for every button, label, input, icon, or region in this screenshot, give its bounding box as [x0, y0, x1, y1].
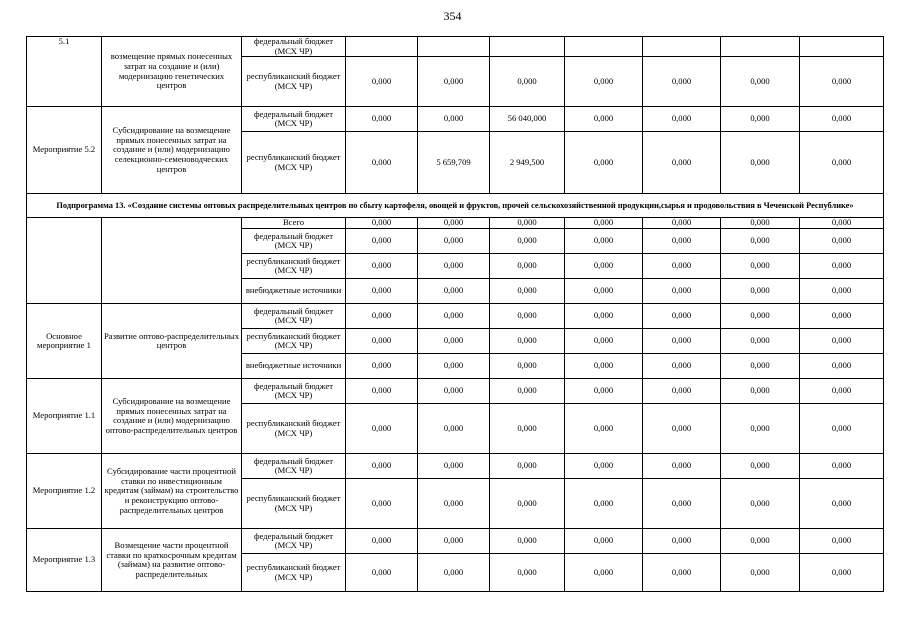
table-row — [27, 529, 884, 554]
amount-cell: 0,000 — [643, 229, 721, 254]
amount-cell: 0,000 — [418, 57, 490, 107]
amount-cell: 0,000 — [721, 218, 800, 229]
amount-cell: 0,000 — [346, 304, 418, 329]
amount-cell: 0,000 — [800, 218, 884, 229]
amount-cell: 0,000 — [418, 379, 490, 404]
amount-cell: 0,000 — [721, 554, 800, 592]
row-label: Мероприятие 5.2 — [27, 107, 102, 194]
funding-source: республиканский бюджет (МСХ ЧР) — [242, 132, 346, 194]
table-row — [27, 194, 884, 218]
amount-cell: 0,000 — [490, 218, 565, 229]
amount-cell: 0,000 — [346, 454, 418, 479]
amount-cell: 0,000 — [490, 529, 565, 554]
amount-cell: 0,000 — [800, 329, 884, 354]
amount-cell: 0,000 — [643, 329, 721, 354]
amount-cell: 0,000 — [346, 329, 418, 354]
table-row — [27, 379, 884, 404]
amount-cell: 0,000 — [418, 554, 490, 592]
amount-cell: 0,000 — [721, 529, 800, 554]
empty-cell — [346, 37, 418, 57]
amount-cell: 0,000 — [490, 254, 565, 279]
amount-cell: 0,000 — [418, 304, 490, 329]
amount-cell: 0,000 — [418, 107, 490, 132]
funding-source: республиканский бюджет (МСХ ЧР) — [242, 404, 346, 454]
amount-cell: 0,000 — [418, 279, 490, 304]
amount-cell: 0,000 — [643, 454, 721, 479]
empty-cell — [490, 37, 565, 57]
empty-cell — [418, 37, 490, 57]
amount-cell: 0,000 — [800, 379, 884, 404]
amount-cell: 0,000 — [721, 329, 800, 354]
amount-cell: 0,000 — [800, 107, 884, 132]
amount-cell: 0,000 — [490, 279, 565, 304]
amount-cell: 0,000 — [346, 554, 418, 592]
amount-cell: 0,000 — [490, 57, 565, 107]
amount-cell: 0,000 — [418, 529, 490, 554]
amount-cell: 0,000 — [643, 218, 721, 229]
amount-cell: 0,000 — [721, 354, 800, 379]
funding-source: федеральный бюджет (МСХ ЧР) — [242, 229, 346, 254]
amount-cell: 0,000 — [346, 279, 418, 304]
amount-cell: 2 949,500 — [490, 132, 565, 194]
amount-cell: 0,000 — [346, 132, 418, 194]
funding-source: федеральный бюджет (МСХ ЧР) — [242, 37, 346, 57]
amount-cell: 0,000 — [346, 218, 418, 229]
empty-cell — [102, 218, 242, 304]
amount-cell: 0,000 — [418, 218, 490, 229]
amount-cell: 0,000 — [643, 554, 721, 592]
budget-table — [26, 36, 884, 592]
funding-source: внебюджетные источники — [242, 354, 346, 379]
funding-source: республиканский бюджет (МСХ ЧР) — [242, 254, 346, 279]
amount-cell: 0,000 — [643, 529, 721, 554]
amount-cell: 0,000 — [565, 479, 643, 529]
amount-cell: 0,000 — [565, 107, 643, 132]
amount-cell: 0,000 — [721, 454, 800, 479]
amount-cell: 0,000 — [490, 554, 565, 592]
amount-cell: 0,000 — [800, 529, 884, 554]
amount-cell: 0,000 — [721, 379, 800, 404]
amount-cell: 0,000 — [490, 329, 565, 354]
amount-cell: 0,000 — [565, 304, 643, 329]
page-number: 354 — [443, 9, 462, 23]
amount-cell: 0,000 — [643, 279, 721, 304]
amount-cell: 0,000 — [800, 229, 884, 254]
amount-cell: 0,000 — [418, 454, 490, 479]
amount-cell: 0,000 — [643, 304, 721, 329]
funding-source: республиканский бюджет (МСХ ЧР) — [242, 329, 346, 354]
amount-cell: 0,000 — [800, 354, 884, 379]
amount-cell: 0,000 — [565, 554, 643, 592]
amount-cell: 0,000 — [565, 132, 643, 194]
row-description: Субсидирование части процентной ставки по инвестиционным кредитам (займам) на строительство и реконструкцию оптово-распределительных центров — [102, 454, 242, 529]
amount-cell: 0,000 — [800, 254, 884, 279]
amount-cell: 0,000 — [721, 107, 800, 132]
table-row — [27, 218, 884, 229]
table-row — [27, 304, 884, 329]
funding-source: внебюджетные источники — [242, 279, 346, 304]
funding-source: федеральный бюджет (МСХ ЧР) — [242, 454, 346, 479]
amount-cell: 0,000 — [565, 454, 643, 479]
amount-cell: 0,000 — [418, 229, 490, 254]
funding-source: федеральный бюджет (МСХ ЧР) — [242, 379, 346, 404]
amount-cell: 0,000 — [565, 354, 643, 379]
row-label: Мероприятие 1.2 — [27, 454, 102, 529]
funding-source: федеральный бюджет (МСХ ЧР) — [242, 529, 346, 554]
amount-cell: 0,000 — [346, 107, 418, 132]
amount-cell: 0,000 — [643, 404, 721, 454]
empty-cell — [565, 37, 643, 57]
amount-cell: 0,000 — [490, 229, 565, 254]
amount-cell: 0,000 — [643, 354, 721, 379]
amount-cell: 0,000 — [346, 354, 418, 379]
row-description: Развитие оптово-распределительных центров — [102, 304, 242, 379]
row-label: Основное мероприятие 1 — [27, 304, 102, 379]
amount-cell: 0,000 — [721, 479, 800, 529]
amount-cell: 0,000 — [418, 404, 490, 454]
funding-source: республиканский бюджет (МСХ ЧР) — [242, 57, 346, 107]
amount-cell: 0,000 — [800, 454, 884, 479]
amount-cell: 0,000 — [418, 254, 490, 279]
funding-source: республиканский бюджет (МСХ ЧР) — [242, 479, 346, 529]
row-label: Мероприятие 1.3 — [27, 529, 102, 592]
amount-cell: 0,000 — [721, 254, 800, 279]
amount-cell: 0,000 — [721, 404, 800, 454]
amount-cell: 0,000 — [643, 57, 721, 107]
amount-cell: 0,000 — [490, 379, 565, 404]
subprogram-header: Подпрограмма 13. «Создание системы оптовых распределительных центров по сбыту картофеля, овощей и фруктов, прочей сельскохозяйственной продукции,сырья и продовольствия в Чеченской Республике» — [27, 194, 884, 218]
amount-cell: 0,000 — [721, 132, 800, 194]
funding-source: федеральный бюджет (МСХ ЧР) — [242, 304, 346, 329]
amount-cell: 0,000 — [346, 529, 418, 554]
amount-cell: 0,000 — [643, 479, 721, 529]
table-row — [27, 454, 884, 479]
amount-cell: 0,000 — [418, 479, 490, 529]
table-row — [27, 107, 884, 132]
amount-cell: 0,000 — [800, 132, 884, 194]
amount-cell: 0,000 — [490, 454, 565, 479]
amount-cell: 0,000 — [565, 404, 643, 454]
table-row — [27, 37, 884, 57]
amount-cell: 0,000 — [721, 304, 800, 329]
amount-cell: 0,000 — [565, 329, 643, 354]
empty-cell — [27, 218, 102, 304]
row-description: Субсидирование на возмещение прямых понесенных затрат на создание и (или) модернизацию селекционно-семеноводческих центров — [102, 107, 242, 194]
amount-cell: 5 659,709 — [418, 132, 490, 194]
amount-cell: 0,000 — [346, 404, 418, 454]
row-description: Возмещение части процентной ставки по краткосрочным кредитам (займам) на развитие оптово- распределительных — [102, 529, 242, 592]
amount-cell: 0,000 — [643, 107, 721, 132]
funding-source: республиканский бюджет (МСХ ЧР) — [242, 554, 346, 592]
amount-cell: 0,000 — [643, 379, 721, 404]
amount-cell: 0,000 — [800, 57, 884, 107]
empty-cell — [721, 37, 800, 57]
row-description: возмещение прямых понесенных затрат на создание и (или) модернизацию генетических центров — [102, 37, 242, 107]
amount-cell: 0,000 — [565, 229, 643, 254]
amount-cell: 0,000 — [490, 479, 565, 529]
amount-cell: 0,000 — [490, 404, 565, 454]
amount-cell: 0,000 — [565, 279, 643, 304]
amount-cell: 0,000 — [346, 57, 418, 107]
amount-cell: 56 040,000 — [490, 107, 565, 132]
amount-cell: 0,000 — [643, 254, 721, 279]
amount-cell: 0,000 — [565, 57, 643, 107]
amount-cell: 0,000 — [800, 479, 884, 529]
row-label: Мероприятие 1.1 — [27, 379, 102, 454]
amount-cell: 0,000 — [565, 254, 643, 279]
amount-cell: 0,000 — [346, 229, 418, 254]
funding-source: Всего — [242, 218, 346, 229]
amount-cell: 0,000 — [800, 279, 884, 304]
amount-cell: 0,000 — [346, 479, 418, 529]
empty-cell — [800, 37, 884, 57]
row-label: 5.1 — [27, 37, 102, 107]
empty-cell — [643, 37, 721, 57]
row-description: Субсидирование на возмещение прямых понесенных затрат на создание и (или) модернизацию оптово-распределительных центров — [102, 379, 242, 454]
amount-cell: 0,000 — [346, 379, 418, 404]
amount-cell: 0,000 — [721, 279, 800, 304]
amount-cell: 0,000 — [418, 354, 490, 379]
amount-cell: 0,000 — [643, 132, 721, 194]
amount-cell: 0,000 — [565, 529, 643, 554]
amount-cell: 0,000 — [565, 379, 643, 404]
amount-cell: 0,000 — [490, 354, 565, 379]
amount-cell: 0,000 — [800, 554, 884, 592]
amount-cell: 0,000 — [418, 329, 490, 354]
amount-cell: 0,000 — [721, 229, 800, 254]
funding-source: федеральный бюджет (МСХ ЧР) — [242, 107, 346, 132]
amount-cell: 0,000 — [565, 218, 643, 229]
amount-cell: 0,000 — [346, 254, 418, 279]
amount-cell: 0,000 — [800, 404, 884, 454]
amount-cell: 0,000 — [721, 57, 800, 107]
amount-cell: 0,000 — [800, 304, 884, 329]
amount-cell: 0,000 — [490, 304, 565, 329]
